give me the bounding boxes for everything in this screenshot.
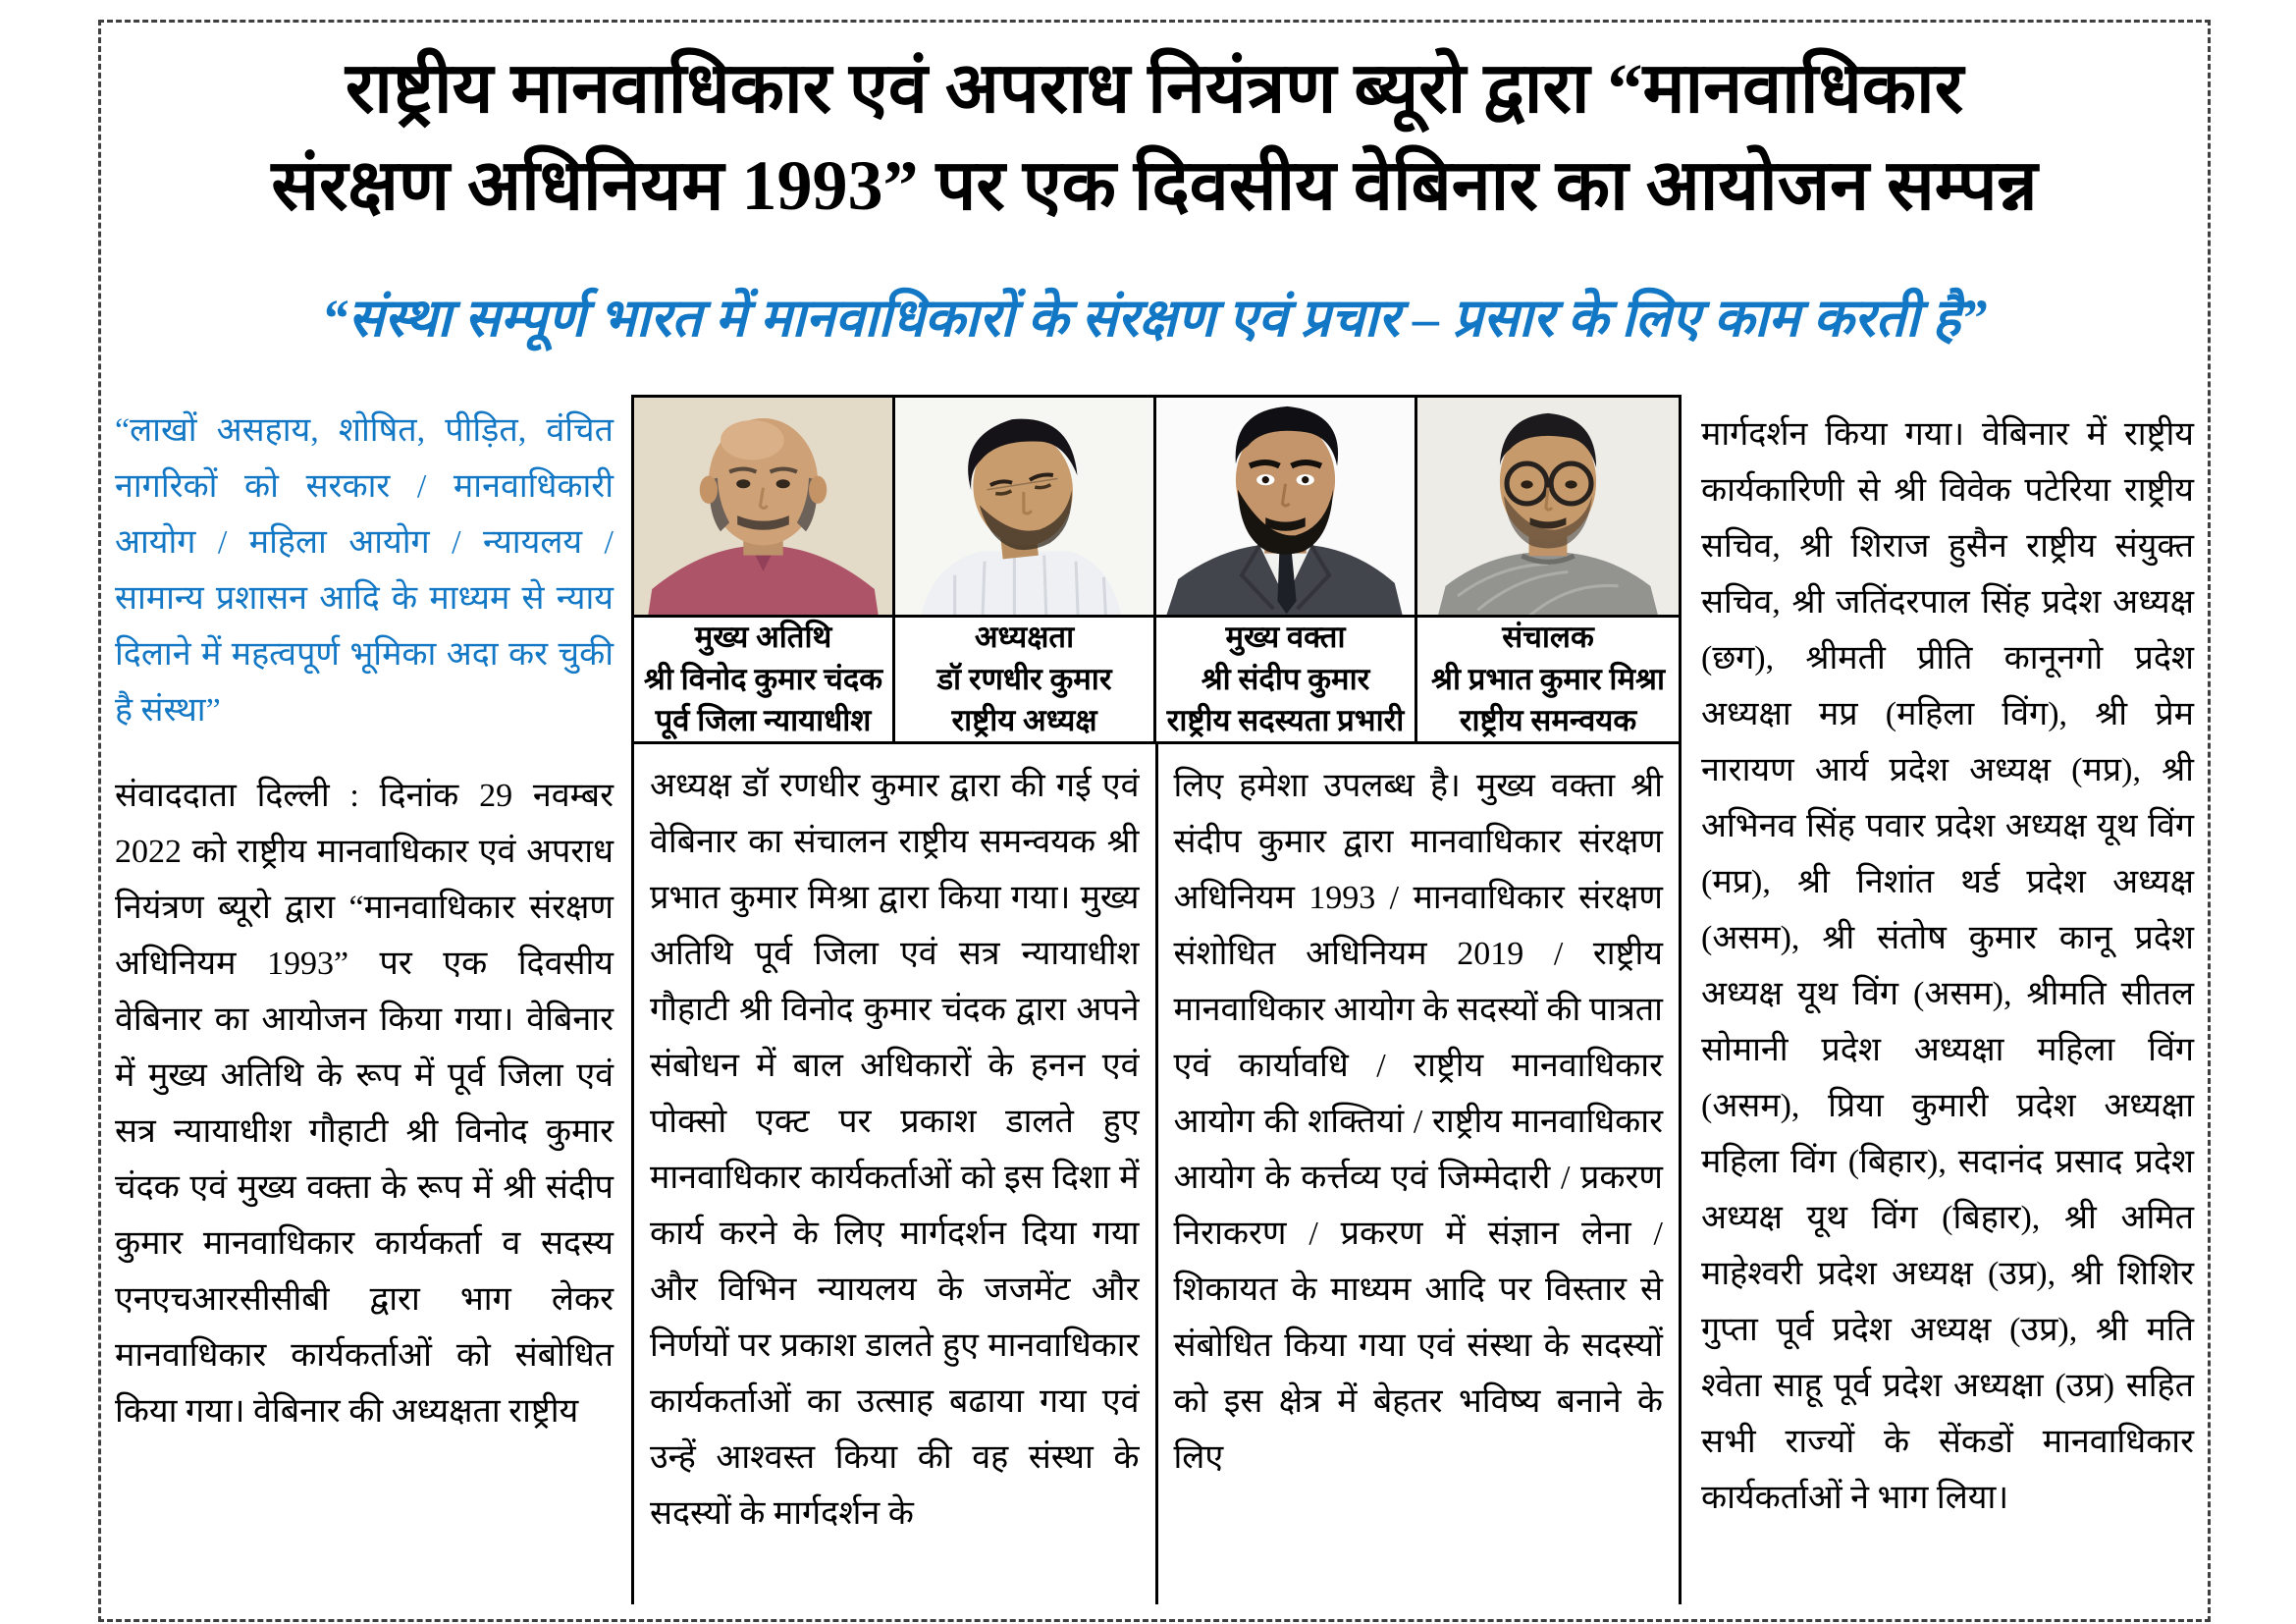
portrait-photo-1	[634, 398, 892, 618]
caption-role: अध्यक्षता	[974, 620, 1075, 655]
article-body	[101, 395, 2208, 1604]
caption-name: श्री विनोद कुमार चंदक	[643, 661, 883, 696]
column-3-paragraph: लिए हमेशा उपलब्ध है। मुख्य वक्ता श्री संदीप कुमार द्वारा मानवाधिकार संरक्षण अधिनियम 1993 / मानवाधिकार संरक्षण संशोधित अधिनियम 2019 / राष्ट्रीय मानवाधिकार आयोग के सदस्यों की पात्रता एवं कार्यावधि / राष्ट्रीय मानवाधिकार आयोग की शक्तियां / राष्ट्रीय मानवाधिकार आयोग के कर्त्तव्य एवं जिम्मेदारी / प्रकरण निराकरण / प्रकरण में संज्ञान लेना / शिकायत के माध्यम आदि पर विस्तार से संबोधित किया गया एवं संस्था के सदस्यों को इस क्षेत्र में बेहतर भविष्य बनाने के लिए	[1173, 767, 1663, 1476]
person-card-2	[895, 398, 1156, 744]
page-frame	[98, 20, 2211, 1622]
photo-grid	[634, 395, 1679, 744]
photo-caption-1	[634, 618, 892, 744]
portrait-illustration-1	[634, 398, 892, 615]
headline-line-2: संरक्षण अधिनियम 1993” पर एक दिवसीय वेबिनार का आयोजन सम्पन्न	[271, 146, 2038, 226]
headline-line-1: राष्ट्रीय मानवाधिकार एवं अपराध नियंत्रण ब्यूरो द्वारा “मानवाधिकार	[345, 49, 1964, 128]
photo-caption-2	[895, 618, 1153, 744]
caption-role: मुख्य वक्ता	[1225, 620, 1346, 655]
column-2-paragraph: अध्यक्ष डॉ रणधीर कुमार द्वारा की गई एवं वेबिनार का संचालन राष्ट्रीय समन्वयक श्री प्रभात कुमार मिश्रा द्वारा किया गया। मुख्य अतिथि पूर्व जिला एवं सत्र न्यायाधीश गौहाटी श्री विनोद कुमार चंदक द्वारा अपने संबोधन में बाल अधिकारों के हनन एवं पोक्सो एक्ट पर प्रकाश डालते हुए मानवाधिकार कार्यकर्ताओं को इस दिशा में कार्य करने के लिए मार्गदर्शन दिया गया और विभिन न्यायलय के जजमेंट और निर्णयों पर प्रकाश डालते हुए मानवाधिकार कार्यकर्ताओं का उत्साह बढाया गया एवं उन्हें आश्वस्त किया की वह संस्था के सदस्यों के मार्गदर्शन के	[650, 767, 1140, 1532]
caption-role: मुख्य अतिथि	[694, 620, 832, 655]
column-1-blue-quote: “लाखों असहाय, शोषित, पीड़ित, वंचित नागरिकों को सरकार / मानवाधिकारी आयोग / महिला आयोग / न्यायलय / सामान्य प्रशासन आदि के माध्यम से न्याय दिलाने में महत्वपूर्ण भूमिका अदा कर चुकी है संस्था”	[115, 411, 614, 729]
column-1-paragraph: संवाददाता दिल्ली : दिनांक 29 नवम्बर 2022 को राष्ट्रीय मानवाधिकार एवं अपराध नियंत्रण ब्यूरो द्वारा “मानवाधिकार संरक्षण अधिनियम 1993” पर एक दिवसीय वेबिनार का आयोजन किया गया। वेबिनार में मुख्य अतिथि के रूप में पूर्व जिला एवं सत्र न्यायाधीश गौहाटी श्री विनोद कुमार चंदक एवं मुख्य वक्ता के रूप में श्री संदीप कुमार मानवाधिकार कार्यकर्ता व सदस्य एनएचआरसीसीबी द्वारा भाग लेकर मानवाधिकार कार्यकर्ताओं को संबोधित किया गया। वेबिनार की अध्यक्षता राष्ट्रीय	[115, 777, 614, 1430]
portrait-photo-4	[1417, 398, 1679, 618]
caption-title: पूर्व जिला न्यायाधीश	[655, 702, 872, 737]
middle-section	[631, 395, 1682, 1604]
caption-role: संचालक	[1502, 620, 1594, 655]
person-card-1	[634, 398, 895, 744]
person-card-3	[1156, 398, 1417, 744]
portrait-illustration-3	[1156, 398, 1415, 615]
portrait-photo-3	[1156, 398, 1415, 618]
caption-name: श्री प्रभात कुमार मिश्रा	[1431, 661, 1665, 696]
column-1	[101, 395, 631, 1604]
column-2	[634, 744, 1158, 1604]
photo-caption-4	[1417, 618, 1679, 744]
column-4	[1682, 395, 2208, 1604]
column-3	[1158, 744, 1680, 1604]
middle-text-columns	[634, 744, 1679, 1604]
column-4-paragraph: मार्गदर्शन किया गया। वेबिनार में राष्ट्रीय कार्यकारिणी से श्री विवेक पटेरिया राष्ट्रीय सचिव, श्री शिराज हुसैन राष्ट्रीय संयुक्त सचिव, श्री जतिंदरपाल सिंह प्रदेश अध्यक्ष (छग), श्रीमती प्रीति कानूनगो प्रदेश अध्यक्षा मप्र (महिला विंग), श्री प्रेम नारायण आर्य प्रदेश अध्यक्ष (मप्र), श्री अभिनव सिंह पवार प्रदेश अध्यक्ष यूथ विंग (मप्र), श्री निशांत थर्ड प्रदेश अध्यक्ष (असम), श्री संतोष कुमार कानू प्रदेश अध्यक्ष यूथ विंग (असम), श्रीमति सीतल सोमानी प्रदेश अध्यक्षा महिला विंग (असम), प्रिया कुमारी प्रदेश अध्यक्षा महिला विंग (बिहार), सदानंद प्रसाद प्रदेश अध्यक्ष यूथ विंग (बिहार), श्री अमित माहेश्वरी प्रदेश अध्यक्ष (उप्र), श्री शिशिर गुप्ता पूर्व प्रदेश अध्यक्ष (उप्र), श्री मति श्वेता साहू पूर्व प्रदेश अध्यक्षा (उप्र) सहित सभी राज्यों के सेंकडों मानवाधिकार कार्यकर्ताओं ने भाग लिया।	[1701, 415, 2194, 1516]
person-card-4	[1417, 398, 1679, 744]
photo-caption-3	[1156, 618, 1415, 744]
caption-title: राष्ट्रीय अध्यक्ष	[951, 702, 1097, 737]
subheading-quote: “संस्था सम्पूर्ण भारत में मानवाधिकारों के संरक्षण एवं प्रचार – प्रसार के लिए काम करती है”	[321, 288, 1988, 348]
portrait-photo-2	[895, 398, 1153, 618]
caption-name: डॉ रणधीर कुमार	[936, 661, 1112, 696]
caption-title: राष्ट्रीय सदस्यता प्रभारी	[1166, 702, 1405, 737]
page-title	[101, 40, 2208, 236]
caption-title: राष्ट्रीय समन्वयक	[1459, 702, 1637, 737]
portrait-illustration-4	[1417, 398, 1679, 615]
portrait-illustration-2	[895, 398, 1153, 615]
caption-name: श्री संदीप कुमार	[1201, 661, 1370, 696]
